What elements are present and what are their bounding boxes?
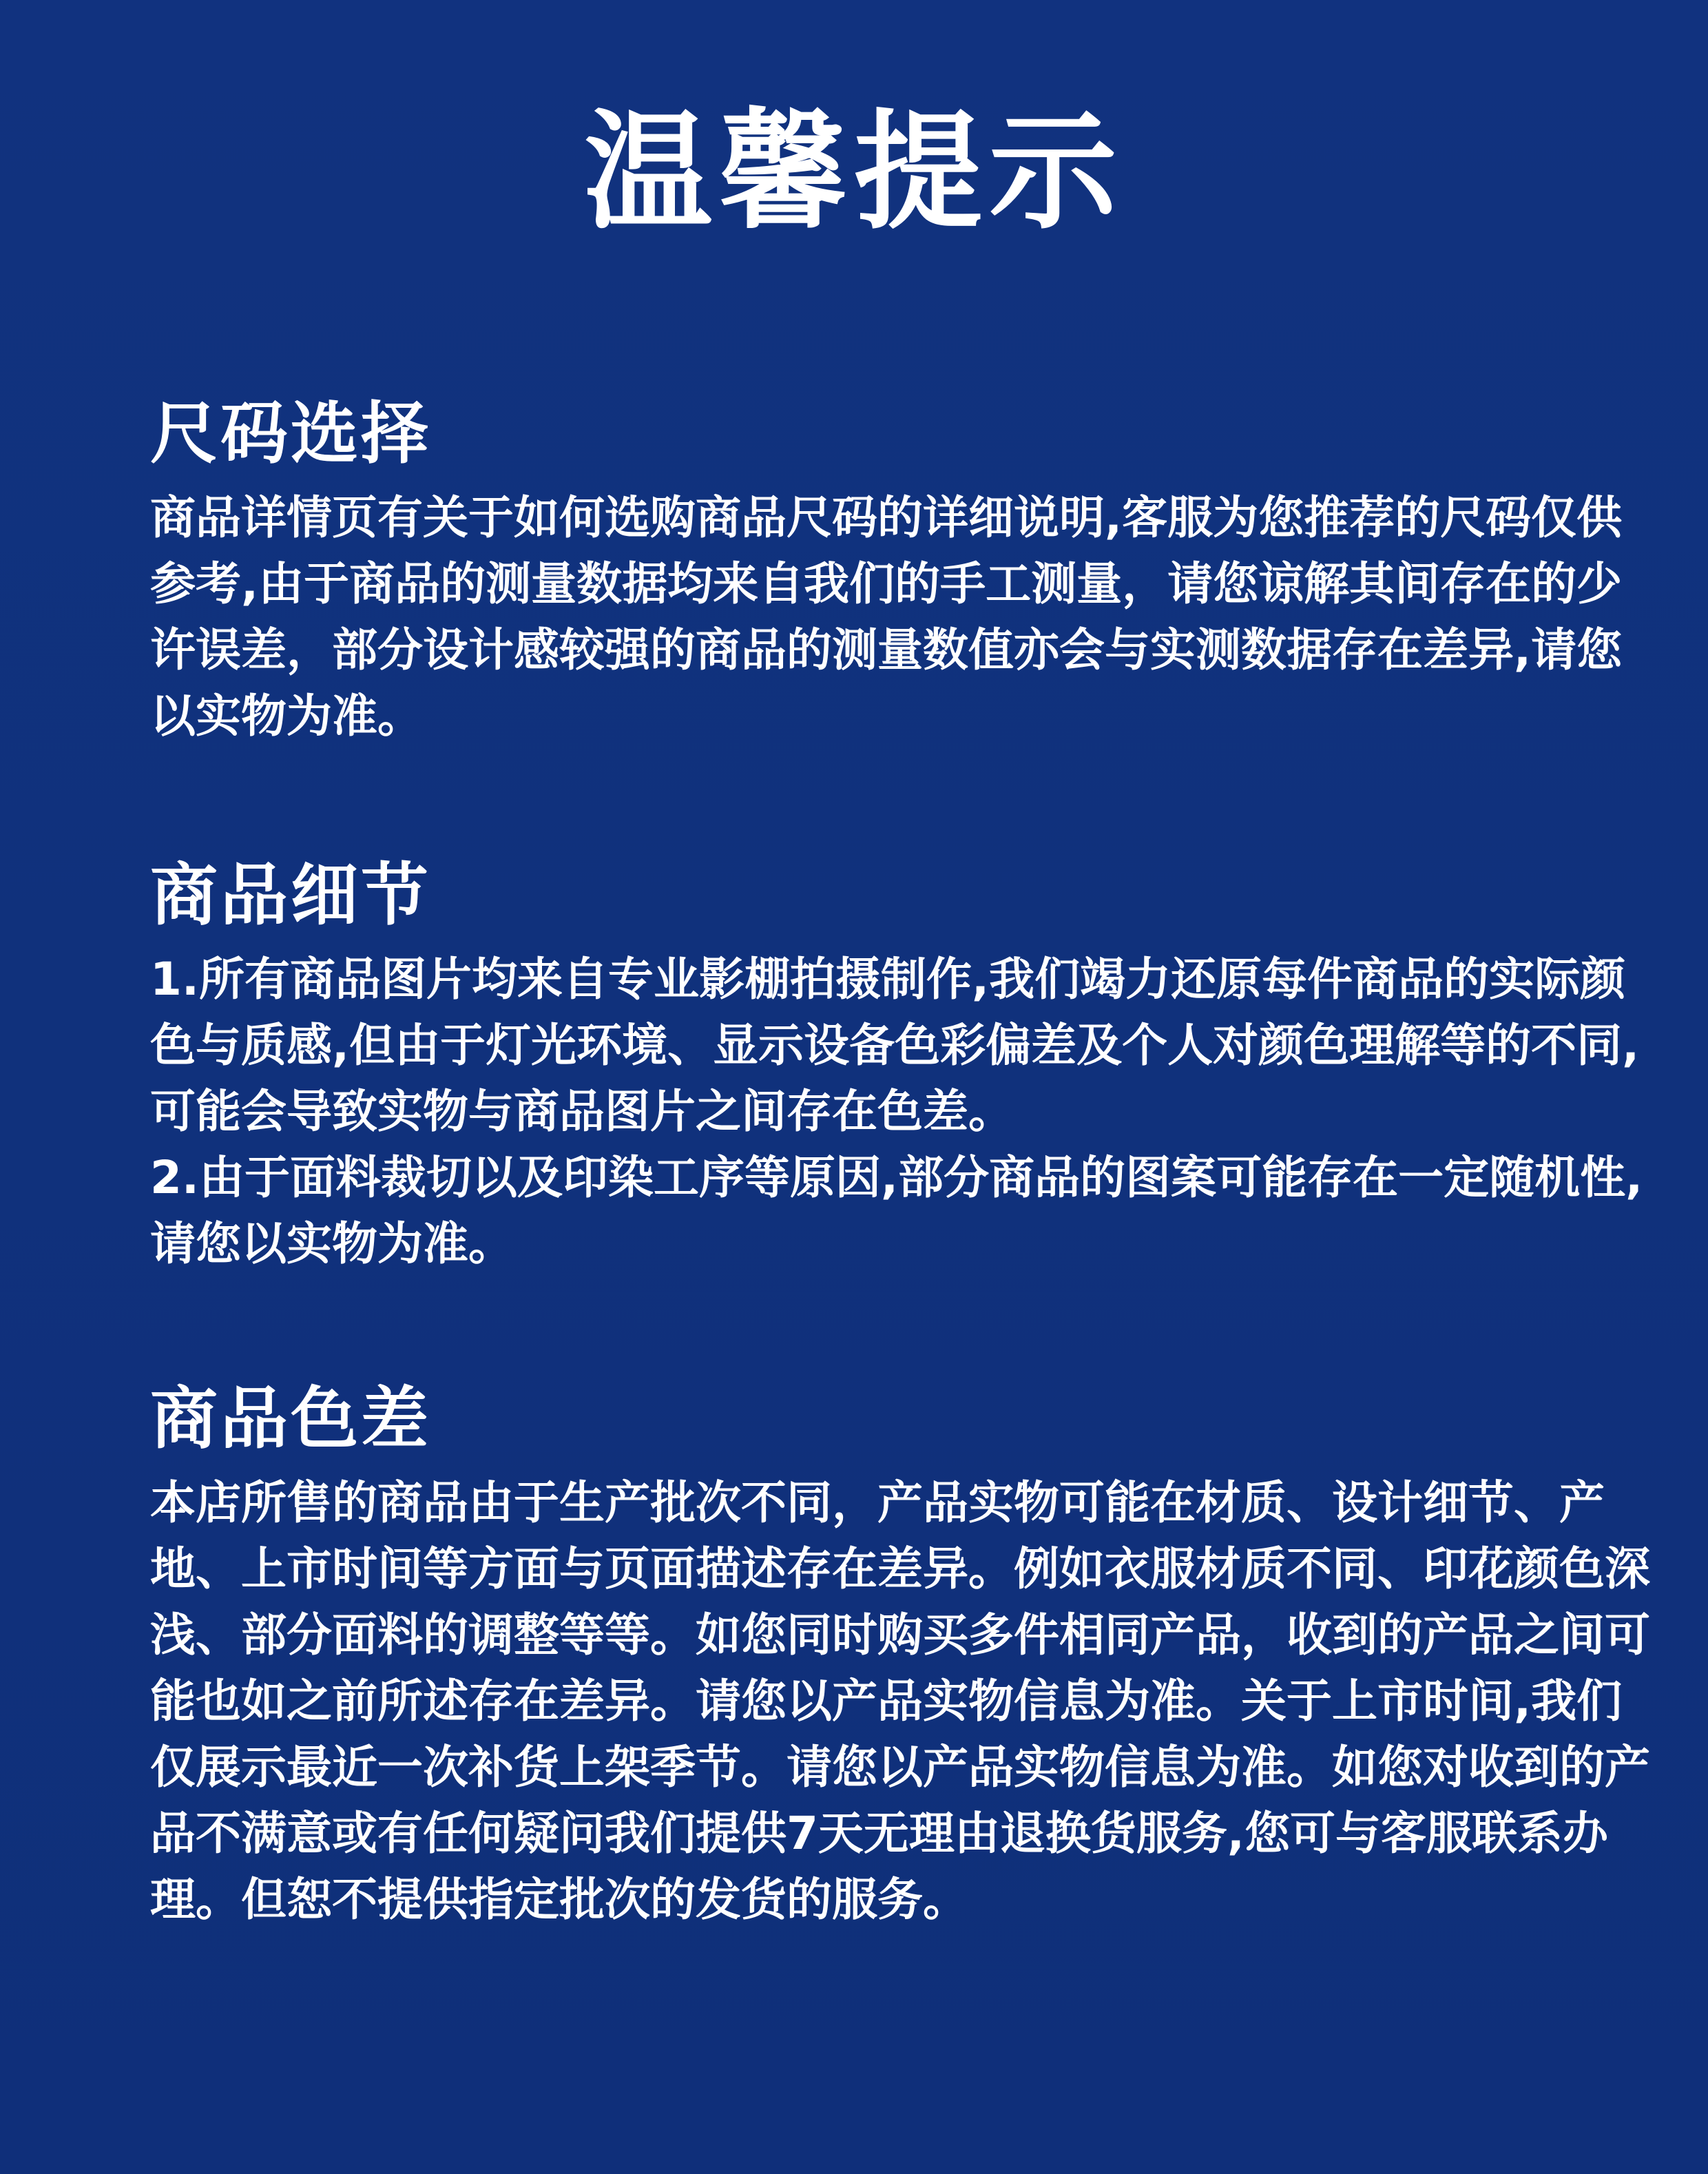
- page-title: 温馨提示: [583, 97, 1124, 247]
- section-body-color: 本店所售的商品由于生产批次不同，产品实物可能在材质、设计细节、产地、上市时间等方面与页面描述存在差异。例如衣服材质不同、印花颜色深浅、部分面料的调整等等。如您同时购买多件相同产品，收到的产品之间可能也如之前所述存在差异。请您以产品实物信息为准。关于上市时间,我们仅展示最近一次补货上架季节。请您以产品实物信息为准。如您对收到的产品不满意或有任何疑问我们提供7天无理由退换货服务,您可与客服联系办理。但恕不提供指定批次的发货的服务。: [150, 1476, 1650, 1926]
- section-body-detail: [150, 946, 1652, 1277]
- section-heading-detail: 商品细节: [150, 856, 432, 935]
- section-heading-size: 尺码选择: [150, 395, 432, 473]
- section-product-details: [150, 854, 1652, 1277]
- section-heading-color: 商品色差: [150, 1380, 432, 1458]
- detail-point-1: 1.所有商品图片均来自专业影棚拍摄制作,我们竭力还原每件商品的实际颜色与质感,但由于灯光环境、显示设备色彩偏差及个人对颜色理解等的不同,可能会导致实物与商品图片之间存在色差。: [150, 953, 1640, 1138]
- section-size-selection: [150, 393, 1652, 749]
- section-body-size: 商品详情页有关于如何选购商品尺码的详细说明,客服为您推荐的尺码仅供参考,由于商品的测量数据均来自我们的手工测量，请您谅解其间存在的少许误差，部分设计感较强的商品的测量数值亦会与实测数据存在差异,请您以实物为准。: [150, 491, 1623, 743]
- section-color-difference: [150, 1378, 1652, 1933]
- detail-point-2: 2.由于面料裁切以及印染工序等原因,部分商品的图案可能存在一定随机性,请您以实物为准。: [150, 1151, 1643, 1270]
